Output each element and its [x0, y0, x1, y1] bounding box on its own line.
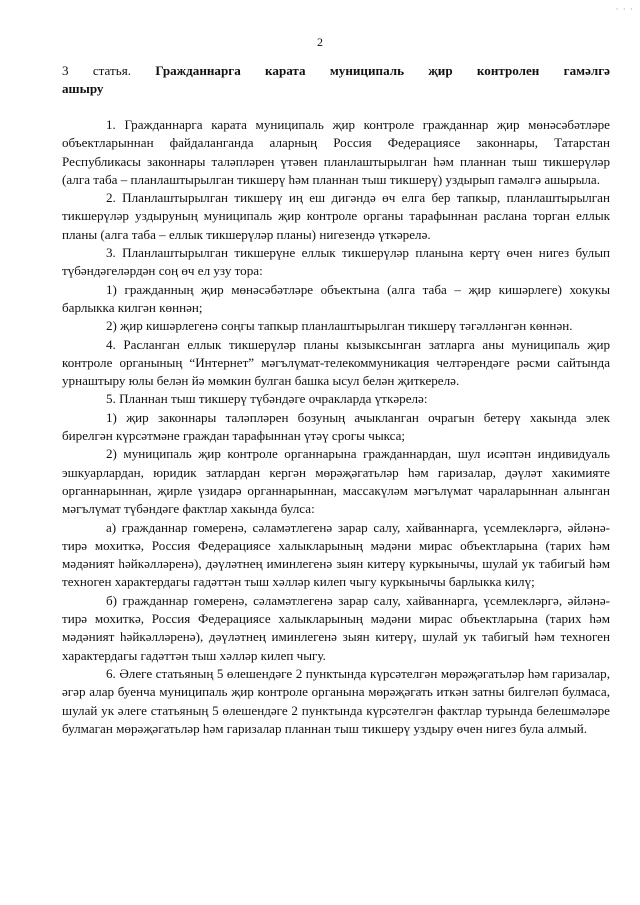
paragraph-4: 4. Расланган еллык тикшерүләр планы кызыксынган затларга аны муниципаль җир контроле органының “Интернет” мәгълүмат-телекоммуникация челтәрендәге рәсми сайтында урнаштыру юлы белән йә мөмкин булган башка ысул белән җиткерелә. — [62, 336, 610, 389]
paragraph-3: 3. Планлаштырылган тикшерүне еллык тикшерүләр планына кертү өчен нигез булып түбәндәгеләрдән соң өч ел узу тора: — [62, 245, 610, 279]
paragraph-5: 5. Планнан тыш тикшерү түбәндәге очракларда үткәрелә: — [106, 391, 428, 407]
article-number: 3 статья. — [62, 63, 132, 78]
paragraph-3-item-1: 1) гражданның җир мөнәсәбәтләре объектына (алга таба – җир кишәрлеге) хокукы барлыкка килгән көннән; — [62, 281, 610, 315]
article-body — [62, 116, 610, 738]
paragraph-5-item-2a: а) гражданнар гомеренә, сәламәтлегенә зарар салу, хайваннарга, үсемлекләргә, әйләнә-тирә мохиткә, Россия Федерациясе халыкларының мәдәни мирас объектларына (тарих һәм мәдәният һәйкәлләренә), дәүләтнең иминлегенә зыян китерү куркынычы, шулай ук табигый һәм техноген характердагы гадәттән тыш хәлләр килеп чыгу куркынычы барлыкка килү; — [62, 519, 610, 590]
article-heading — [62, 62, 610, 80]
paragraph-1: 1. Гражданнарга карата муниципаль җир контроле гражданнар җир мөнәсәбәтләре объектларыннан файдаланганда аларның Россия Федерациясе законнары, Татарстан Республикасы законнары таләпләрен үтәвен планлаштырылган һәм планнан тыш тикшерүләр (алга таба – планлаштырылган тикшерү һәм планнан тыш тикшерү) уздырып гамәлгә ашырыла. — [62, 117, 610, 187]
paragraph-5-item-2: 2) муниципаль җир контроле органнарына гражданнардан, шул исәптән индивидуаль эшкуарлардан, юридик затлардан кергән мөрәҗәгатьләр һәм гаризалар, дәүләт хакимияте органнарыннан, җирле үзидарә органнарыннан, массакүләм мәгълүмат чараларыннан алынган мәгълүмат түбәндәге фактлар хакында булса: — [62, 446, 610, 517]
article-title-continued: ашыру — [62, 81, 104, 96]
paragraph-6: 6. Әлеге статьяның 5 өлешендәге 2 пунктында күрсәтелгән мөрәҗәгатьләр һәм гаризалар, әгәр алар буенча муниципаль җир контроле органына мөрәҗәгать иткән затны билгеләп булмаса, шулай ук әлеге статьяның 5 өлешендәге 2 пунктында күрсәтелгән фактлар турында белешмәләре булмаган мөрәҗәгатьләр һәм гаризалар планнан тыш тикшерү уздыру өчен нигез була алмый. — [62, 665, 610, 736]
paragraph-2: 2. Планлаштырылган тикшерү иң еш дигәндә өч елга бер тапкыр, планлаштырылган тикшерүләр уздыруның муниципаль җир контроле органы тарафыннан раслана торган еллык планы (алга таба – еллык тикшерүләр планы) нигезендә үткәрелә. — [62, 190, 610, 242]
corner-mark: · · · — [615, 4, 634, 14]
page-number: 2 — [317, 35, 323, 49]
paragraph-5-item-1: 1) җир законнары таләпләрен бозуның ачыкланган очрагын бетерү хакында элек бирелгән күрсәтмәне граждан тарафыннан үтәү срогы чыкса; — [62, 409, 610, 444]
article-heading-continued — [62, 80, 103, 98]
article-title: Гражданнарга карата муниципаль җир контролен гамәлгә — [155, 63, 610, 78]
paragraph-5-item-2b: б) гражданнар гомеренә, сәламәтлегенә зарар салу, хайваннарга, үсемлекләргә, әйләнә-тирә мохиткә, Россия Федерациясе халыкларының мәдәни мирас объектларына (тарих һәм мәдәният һәйкәлләренә), дәүләтнең иминлегенә зыян китерү, шулай ук табигый һәм техноген характердагы гадәттән тыш хәлләр килеп чыгу. — [62, 592, 610, 663]
paragraph-3-item-2: 2) җир кишәрлегенә соңгы тапкыр планлаштырылган тикшерү тәгәлләнгән көннән. — [106, 318, 573, 334]
